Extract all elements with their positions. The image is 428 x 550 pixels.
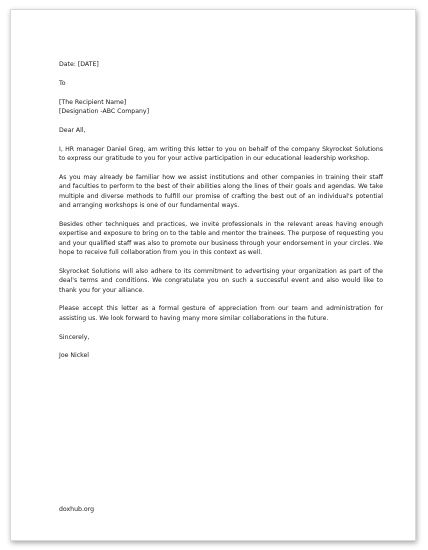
signature-name: Joe Nickel: [59, 352, 90, 360]
letter-to: To: [59, 79, 66, 87]
date-line: [59, 60, 383, 69]
recipient-block: [59, 98, 383, 117]
paragraph-4: Skyrocket Solutions will also adhere to its commitment to advertising your organization as part of the deal's terms and conditions. We congratulate you on such a successful event and also would like to thank you for your alliance.: [59, 267, 383, 294]
letter-date: Date: [DATE]: [59, 61, 99, 68]
recipient-name: [The Recipient Name]: [59, 98, 127, 106]
salutation: [59, 126, 383, 135]
document-page: [10, 9, 416, 541]
signature: [59, 351, 383, 360]
closing: [59, 333, 383, 342]
closing-text: Sincerely,: [59, 333, 90, 341]
paragraph-1: I, HR manager Daniel Greg, am writing this letter to you on behalf of the company Skyrocket Solutions to express our gratitude to you for your active participation in our educational leadership workshop.: [59, 145, 383, 162]
letter-body: [59, 60, 383, 370]
paragraph-3: Besides other techniques and practices, we invite professionals in the relevant areas having enough expertise and exposure to bring on to the table and mentor the trainees. The purpose of requesting you and your qualified staff was also to promote our business through your endorsement in your circles. We hope to receive full collaboration from you in this context as well.: [59, 220, 383, 257]
to-line: [59, 79, 383, 88]
footer-site: doxhub.org: [59, 506, 95, 513]
recipient-designation: [Designation -ABC Company]: [59, 108, 149, 115]
paragraph-5: Please accept this letter as a formal gesture of appreciation from our team and administration for assisting us. We look forward to having many more similar collaborations in the future.: [59, 305, 383, 322]
paragraph-2: As you may already be familiar how we assist institutions and other companies in training their staff and faculties to perform to the best of their abilities along the lines of their goals and agendas. We take multiple and diverse methods to fulfill our promise of crafting the best out of an individual's potential and arranging workshops is one of our fundamental ways.: [59, 173, 383, 210]
salutation-text: Dear All,: [59, 126, 86, 134]
